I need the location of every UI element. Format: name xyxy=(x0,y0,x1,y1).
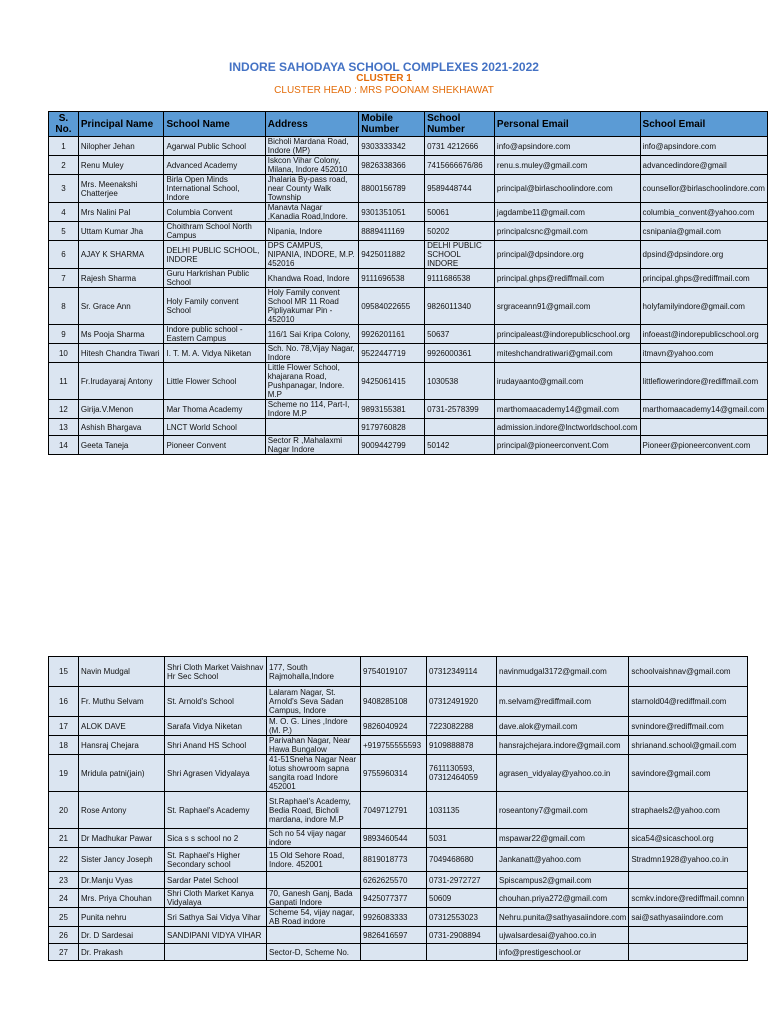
cell-address: 41-51Sneha Nagar Near lotus showroom sapna sangita road Indore 452001 xyxy=(267,755,361,792)
cell-address: Sch. No. 78,Vijay Nagar, Indore xyxy=(265,344,358,363)
cell-school-number: 50142 xyxy=(425,436,495,455)
cell-sno: 3 xyxy=(49,175,79,203)
table-row xyxy=(49,363,768,400)
cell-personal-email: miteshchandratiwari@gmail.com xyxy=(494,344,640,363)
table-row xyxy=(49,203,768,222)
table-row xyxy=(49,908,748,927)
cell-school: Sica s s school no 2 xyxy=(165,829,267,848)
cell-address: Lalaram Nagar, St. Arnold's Seva Sadan Campus, Indore xyxy=(267,687,361,717)
cell-mobile: 9926201161 xyxy=(359,325,425,344)
cell-address: Holy Family convent School MR 11 Road Pipliyakumar Pin - 452010 xyxy=(265,288,358,325)
cell-school-email: csnipania@gmail.com xyxy=(640,222,767,241)
table-row xyxy=(49,889,748,908)
table-row xyxy=(49,137,768,156)
cell-mobile: 9111696538 xyxy=(359,269,425,288)
cell-mobile: 8819018773 xyxy=(361,848,427,872)
cell-school-email xyxy=(629,872,747,889)
cell-principal: Mrs. Meenakshi Chatterjee xyxy=(78,175,164,203)
table-row xyxy=(49,222,768,241)
cell-principal: Sister Jancy Joseph xyxy=(79,848,165,872)
cell-school: Choithram School North Campus xyxy=(164,222,265,241)
cell-principal: Rose Antony xyxy=(79,792,165,829)
cell-school-number: 1031135 xyxy=(427,792,497,829)
cell-mobile: 7049712791 xyxy=(361,792,427,829)
cell-school: Birla Open Minds International School, Indore xyxy=(164,175,265,203)
cell-school-email: Stradmn1928@yahoo.co.in xyxy=(629,848,747,872)
cell-school-email: starnold04@rediffmail.com xyxy=(629,687,747,717)
cell-address: Sector R ,Mahalaxmi Nagar Indore xyxy=(265,436,358,455)
cell-sno: 8 xyxy=(49,288,79,325)
cell-mobile: 6262625570 xyxy=(361,872,427,889)
cell-personal-email: srgraceann91@gmail.com xyxy=(494,288,640,325)
cell-personal-email: navinmudgal3172@gmail.com xyxy=(497,657,629,687)
cell-school-email: dpsind@dpsindore.org xyxy=(640,241,767,269)
cell-address: M. O. G. Lines ,Indore (M. P.) xyxy=(267,717,361,736)
table-body-part1 xyxy=(49,137,768,455)
cell-school-email: savindore@gmail.com xyxy=(629,755,747,792)
cell-school-email: littleflowerindore@rediffmail.com xyxy=(640,363,767,400)
table-row xyxy=(49,792,748,829)
cell-principal: Nilopher Jehan xyxy=(78,137,164,156)
cell-school: St. Raphael's Higher Secondary school xyxy=(165,848,267,872)
table-row xyxy=(49,269,768,288)
cell-school-number: 7611130593, 07312464059 xyxy=(427,755,497,792)
cell-school: Holy Family convent School xyxy=(164,288,265,325)
cell-school: Sri Sathya Sai Vidya Vihar xyxy=(165,908,267,927)
cell-school: Agarwal Public School xyxy=(164,137,265,156)
cell-school-number: 0731-2578399 xyxy=(425,400,495,419)
cell-sno: 21 xyxy=(49,829,79,848)
cell-personal-email: jagdambe11@gmail.com xyxy=(494,203,640,222)
cell-mobile: 9425061415 xyxy=(359,363,425,400)
cell-mobile: 9826040924 xyxy=(361,717,427,736)
cell-sno: 6 xyxy=(49,241,79,269)
col-header-principal: Principal Name xyxy=(78,112,164,137)
cell-principal: Dr.Manju Vyas xyxy=(79,872,165,889)
cell-principal: Ms Pooja Sharma xyxy=(78,325,164,344)
cell-address: Sector-D, Scheme No. xyxy=(267,944,361,961)
cell-sno: 13 xyxy=(49,419,79,436)
col-header-sno: S. No. xyxy=(49,112,79,137)
cell-school: SANDIPANI VIDYA VIHAR xyxy=(165,927,267,944)
cell-school-number: 5031 xyxy=(427,829,497,848)
cell-school-email: holyfamilyindore@gmail.com xyxy=(640,288,767,325)
cell-school-email: counsellor@birlaschoolindore.com xyxy=(640,175,767,203)
cell-principal: Sr. Grace Ann xyxy=(78,288,164,325)
cell-personal-email: principalcsnc@gmail.com xyxy=(494,222,640,241)
cell-sno: 26 xyxy=(49,927,79,944)
cell-school-email: shrianand.school@gmail.com xyxy=(629,736,747,755)
cell-address: DPS CAMPUS, NIPANIA, INDORE, M.P. 452016 xyxy=(265,241,358,269)
cell-school: Shri Anand HS School xyxy=(165,736,267,755)
cell-principal: Dr. Prakash xyxy=(79,944,165,961)
cell-principal: ALOK DAVE xyxy=(79,717,165,736)
table-row xyxy=(49,400,768,419)
cell-mobile: 9926083333 xyxy=(361,908,427,927)
page-title: INDORE SAHODAYA SCHOOL COMPLEXES 2021-2022 xyxy=(229,60,539,74)
cluster-head: CLUSTER HEAD : MRS POONAM SHEKHAWAT xyxy=(274,85,494,96)
cell-address: Scheme no 114, Part-I, Indore M.P xyxy=(265,400,358,419)
cell-mobile: 9826416597 xyxy=(361,927,427,944)
cell-address: Bicholi Mardana Road, Indore (MP) xyxy=(265,137,358,156)
cell-school-email xyxy=(629,944,747,961)
cell-school-email: sica54@sicaschool.org xyxy=(629,829,747,848)
cell-mobile: 9893460544 xyxy=(361,829,427,848)
cell-address: St.Raphael's Academy, Bedia Road, Bicholi mardana, indore M.P xyxy=(267,792,361,829)
cell-personal-email: Jankanatt@yahoo.com xyxy=(497,848,629,872)
cell-sno: 18 xyxy=(49,736,79,755)
table-row xyxy=(49,156,768,175)
cell-address: Khandwa Road, Indore xyxy=(265,269,358,288)
cell-school: Guru Harkrishan Public School xyxy=(164,269,265,288)
cell-personal-email: marthomaacademy14@gmail.com xyxy=(494,400,640,419)
cell-personal-email: renu.s.muley@gmail.com xyxy=(494,156,640,175)
cell-personal-email: principal@birlaschoolindore.com xyxy=(494,175,640,203)
cell-school-number: 50202 xyxy=(425,222,495,241)
cell-principal: Navin Mudgal xyxy=(79,657,165,687)
table-row xyxy=(49,419,768,436)
cell-school: DELHI PUBLIC SCHOOL, INDORE xyxy=(164,241,265,269)
schools-table-part2 xyxy=(48,656,748,961)
cell-personal-email: principal@dpsindore.org xyxy=(494,241,640,269)
cell-sno: 5 xyxy=(49,222,79,241)
cell-mobile: 9408285108 xyxy=(361,687,427,717)
table-row xyxy=(49,657,748,687)
cell-address: Jhalaria By-pass road, near County Walk Township xyxy=(265,175,358,203)
cell-school: Sarafa Vidya Niketan xyxy=(165,717,267,736)
schools-table-part1 xyxy=(48,111,768,455)
cell-sno: 25 xyxy=(49,908,79,927)
cell-mobile: 9754019107 xyxy=(361,657,427,687)
col-header-school-number: School Number xyxy=(425,112,495,137)
cell-school-email: Pioneer@pioneerconvent.com xyxy=(640,436,767,455)
cell-address: 15 Old Sehore Road, Indore. 452001 xyxy=(267,848,361,872)
cell-principal: Girija.V.Menon xyxy=(78,400,164,419)
table-row xyxy=(49,927,748,944)
cell-sno: 19 xyxy=(49,755,79,792)
cell-personal-email: m.selvam@rediffmail.com xyxy=(497,687,629,717)
cell-personal-email: ujwalsardesai@yahoo.co.in xyxy=(497,927,629,944)
col-header-school: School Name xyxy=(164,112,265,137)
cell-school: Shri Cloth Market Vaishnav Hr Sec School xyxy=(165,657,267,687)
cell-school: Shri Agrasen Vidyalaya xyxy=(165,755,267,792)
table-row xyxy=(49,175,768,203)
cell-principal: Dr. D Sardesai xyxy=(79,927,165,944)
col-header-school-email: School Email xyxy=(640,112,767,137)
cell-mobile: 9301351051 xyxy=(359,203,425,222)
table-row xyxy=(49,848,748,872)
cell-sno: 15 xyxy=(49,657,79,687)
table-row xyxy=(49,872,748,889)
cell-personal-email: info@prestigeschool.or xyxy=(497,944,629,961)
table-row xyxy=(49,325,768,344)
cell-school-number: 07312349114 xyxy=(427,657,497,687)
cell-sno: 23 xyxy=(49,872,79,889)
cell-school-number: 50609 xyxy=(427,889,497,908)
table-row xyxy=(49,829,748,848)
cell-school-number: 9589448744 xyxy=(425,175,495,203)
cell-personal-email: principal@pioneerconvent.Com xyxy=(494,436,640,455)
cell-school-email: info@apsindore.com xyxy=(640,137,767,156)
table-row xyxy=(49,687,748,717)
cell-school-number xyxy=(427,944,497,961)
cell-address: 177, South Rajmohalla,Indore xyxy=(267,657,361,687)
cell-school-number: DELHI PUBLIC SCHOOL INDORE xyxy=(425,241,495,269)
cell-sno: 7 xyxy=(49,269,79,288)
table-body-part2 xyxy=(49,657,748,961)
cell-school-email: sai@sathyasaiindore.com xyxy=(629,908,747,927)
cell-sno: 27 xyxy=(49,944,79,961)
cell-school-number: 0731-2908894 xyxy=(427,927,497,944)
cell-personal-email: admission.indore@lnctworldschool.com xyxy=(494,419,640,436)
cell-school-email: svnindore@rediffmail.com xyxy=(629,717,747,736)
cell-personal-email: mspawar22@gmail.com xyxy=(497,829,629,848)
cell-school: LNCT World School xyxy=(164,419,265,436)
table-row xyxy=(49,344,768,363)
cell-principal: Fr.Irudayaraj Antony xyxy=(78,363,164,400)
cell-sno: 1 xyxy=(49,137,79,156)
cell-sno: 20 xyxy=(49,792,79,829)
cell-address: Sch no 54 vijay nagar indore xyxy=(267,829,361,848)
cell-school-number: 7415666676/86 xyxy=(425,156,495,175)
cell-principal: Mrs Nalini Pal xyxy=(78,203,164,222)
cell-school: Mar Thoma Academy xyxy=(164,400,265,419)
cell-address xyxy=(267,872,361,889)
cell-school-email xyxy=(629,927,747,944)
cell-school: Little Flower School xyxy=(164,363,265,400)
cell-school-number: 7049468680 xyxy=(427,848,497,872)
cell-school-number: 07312553023 xyxy=(427,908,497,927)
cell-school-number: 7223082288 xyxy=(427,717,497,736)
cell-mobile: 8889411169 xyxy=(359,222,425,241)
cell-personal-email: info@apsindore.com xyxy=(494,137,640,156)
cell-address: Parivahan Nagar, Near Hawa Bungalow xyxy=(267,736,361,755)
cell-principal: Ashish Bhargava xyxy=(78,419,164,436)
cell-address xyxy=(267,927,361,944)
table-row xyxy=(49,241,768,269)
cell-sno: 14 xyxy=(49,436,79,455)
cell-school: Indore public school - Eastern Campus xyxy=(164,325,265,344)
cell-mobile: 9425011882 xyxy=(359,241,425,269)
cell-sno: 22 xyxy=(49,848,79,872)
cell-school-number: 9826011340 xyxy=(425,288,495,325)
cell-sno: 17 xyxy=(49,717,79,736)
cell-mobile xyxy=(361,944,427,961)
cell-principal: Uttam Kumar Jha xyxy=(78,222,164,241)
cell-address: 70, Ganesh Ganj, Bada Ganpati Indore xyxy=(267,889,361,908)
cell-school-email: straphaels2@yahoo.com xyxy=(629,792,747,829)
cell-sno: 12 xyxy=(49,400,79,419)
cell-school-email: schoolvaishnav@gmail.com xyxy=(629,657,747,687)
cell-school: St. Raphael's Academy xyxy=(165,792,267,829)
cell-school xyxy=(165,944,267,961)
cell-principal: Fr. Muthu Selvam xyxy=(79,687,165,717)
cell-mobile: +919755555593 xyxy=(361,736,427,755)
cell-school: Pioneer Convent xyxy=(164,436,265,455)
cell-mobile: 9522447719 xyxy=(359,344,425,363)
cell-personal-email: irudayaanto@gmail.com xyxy=(494,363,640,400)
cell-mobile: 9826338366 xyxy=(359,156,425,175)
table-header-row xyxy=(49,112,768,137)
cell-sno: 16 xyxy=(49,687,79,717)
cell-school-number: 0731-2972727 xyxy=(427,872,497,889)
cell-school-email: infoeast@indorepublicschool.org xyxy=(640,325,767,344)
cell-school-number: 50061 xyxy=(425,203,495,222)
cell-personal-email: roseantony7@gmail.com xyxy=(497,792,629,829)
cell-school: St. Arnold's School xyxy=(165,687,267,717)
cell-address: Little Flower School, khajarana Road, Pushpanagar, Indore. M.P xyxy=(265,363,358,400)
cell-school: Sardar Patel School xyxy=(165,872,267,889)
table-row xyxy=(49,944,748,961)
cell-sno: 9 xyxy=(49,325,79,344)
cell-school-number: 9111686538 xyxy=(425,269,495,288)
cell-sno: 24 xyxy=(49,889,79,908)
cell-principal: Punita nehru xyxy=(79,908,165,927)
cell-school-email: scmkv.indore@rediffmail.comnn xyxy=(629,889,747,908)
cell-school-number: 50637 xyxy=(425,325,495,344)
cell-sno: 2 xyxy=(49,156,79,175)
cell-principal: Hitesh Chandra Tiwari xyxy=(78,344,164,363)
col-header-mobile: Mobile Number xyxy=(359,112,425,137)
cell-principal: Hansraj Chejara xyxy=(79,736,165,755)
cell-mobile: 9009442799 xyxy=(359,436,425,455)
table-row xyxy=(49,436,768,455)
cell-personal-email: agrasen_vidyalay@yahoo.co.in xyxy=(497,755,629,792)
cell-mobile: 9425077377 xyxy=(361,889,427,908)
cell-personal-email: principaleast@indorepublicschool.org xyxy=(494,325,640,344)
cell-school-number xyxy=(425,419,495,436)
cell-principal: AJAY K SHARMA xyxy=(78,241,164,269)
cell-school: Columbia Convent xyxy=(164,203,265,222)
cell-personal-email: Spiscampus2@gmail.com xyxy=(497,872,629,889)
cell-sno: 11 xyxy=(49,363,79,400)
table-row xyxy=(49,755,748,792)
cell-personal-email: chouhan.priya272@gmail.com xyxy=(497,889,629,908)
cell-school-email xyxy=(640,419,767,436)
cell-school: Shri Cloth Market Kanya Vidyalaya xyxy=(165,889,267,908)
cell-school-number: 9109888878 xyxy=(427,736,497,755)
cell-principal: Mrs. Priya Chouhan xyxy=(79,889,165,908)
cell-school-number: 9926000361 xyxy=(425,344,495,363)
cell-principal: Rajesh Sharma xyxy=(78,269,164,288)
cell-sno: 4 xyxy=(49,203,79,222)
table-row xyxy=(49,736,748,755)
cell-personal-email: Nehru.punita@sathyasaiindore.com xyxy=(497,908,629,927)
cell-address: Scheme 54, vijay nagar, AB Road indore xyxy=(267,908,361,927)
table-row xyxy=(49,717,748,736)
col-header-address: Address xyxy=(265,112,358,137)
cell-mobile: 8800156789 xyxy=(359,175,425,203)
cell-mobile: 9893155381 xyxy=(359,400,425,419)
cell-personal-email: hansrajchejara.indore@gmail.com xyxy=(497,736,629,755)
cell-address: Manavta Nagar ,Kanadia Road,Indore. xyxy=(265,203,358,222)
cell-principal: Geeta Taneja xyxy=(78,436,164,455)
col-header-personal-email: Personal Email xyxy=(494,112,640,137)
cluster-label: CLUSTER 1 xyxy=(356,73,412,84)
table-row xyxy=(49,288,768,325)
cell-school-email: columbia_convent@yahoo.com xyxy=(640,203,767,222)
cell-address: 116/1 Sai Kripa Colony, xyxy=(265,325,358,344)
cell-school-email: principal.ghps@rediffmail.com xyxy=(640,269,767,288)
cell-principal: Dr Madhukar Pawar xyxy=(79,829,165,848)
cell-school-number: 0731 4212666 xyxy=(425,137,495,156)
cell-address xyxy=(265,419,358,436)
cell-mobile: 09584022655 xyxy=(359,288,425,325)
cell-principal: Mridula patni(jain) xyxy=(79,755,165,792)
cell-personal-email: dave.alok@ymail.com xyxy=(497,717,629,736)
cell-mobile: 9755960314 xyxy=(361,755,427,792)
cell-address: Nipania, Indore xyxy=(265,222,358,241)
cell-mobile: 9179760828 xyxy=(359,419,425,436)
cell-sno: 10 xyxy=(49,344,79,363)
cell-school-number: 07312491920 xyxy=(427,687,497,717)
cell-principal: Renu Muley xyxy=(78,156,164,175)
cell-school: Advanced Academy xyxy=(164,156,265,175)
cell-school: I. T. M. A. Vidya Niketan xyxy=(164,344,265,363)
cell-personal-email: principal.ghps@rediffmail.com xyxy=(494,269,640,288)
cell-school-number: 1030538 xyxy=(425,363,495,400)
cell-school-email: itmavn@yahoo.com xyxy=(640,344,767,363)
cell-mobile: 9303333342 xyxy=(359,137,425,156)
cell-school-email: advancedindore@gmail xyxy=(640,156,767,175)
cell-address: Iskcon Vihar Colony, Milana, Indore 452010 xyxy=(265,156,358,175)
cell-school-email: marthomaacademy14@gmail.com xyxy=(640,400,767,419)
